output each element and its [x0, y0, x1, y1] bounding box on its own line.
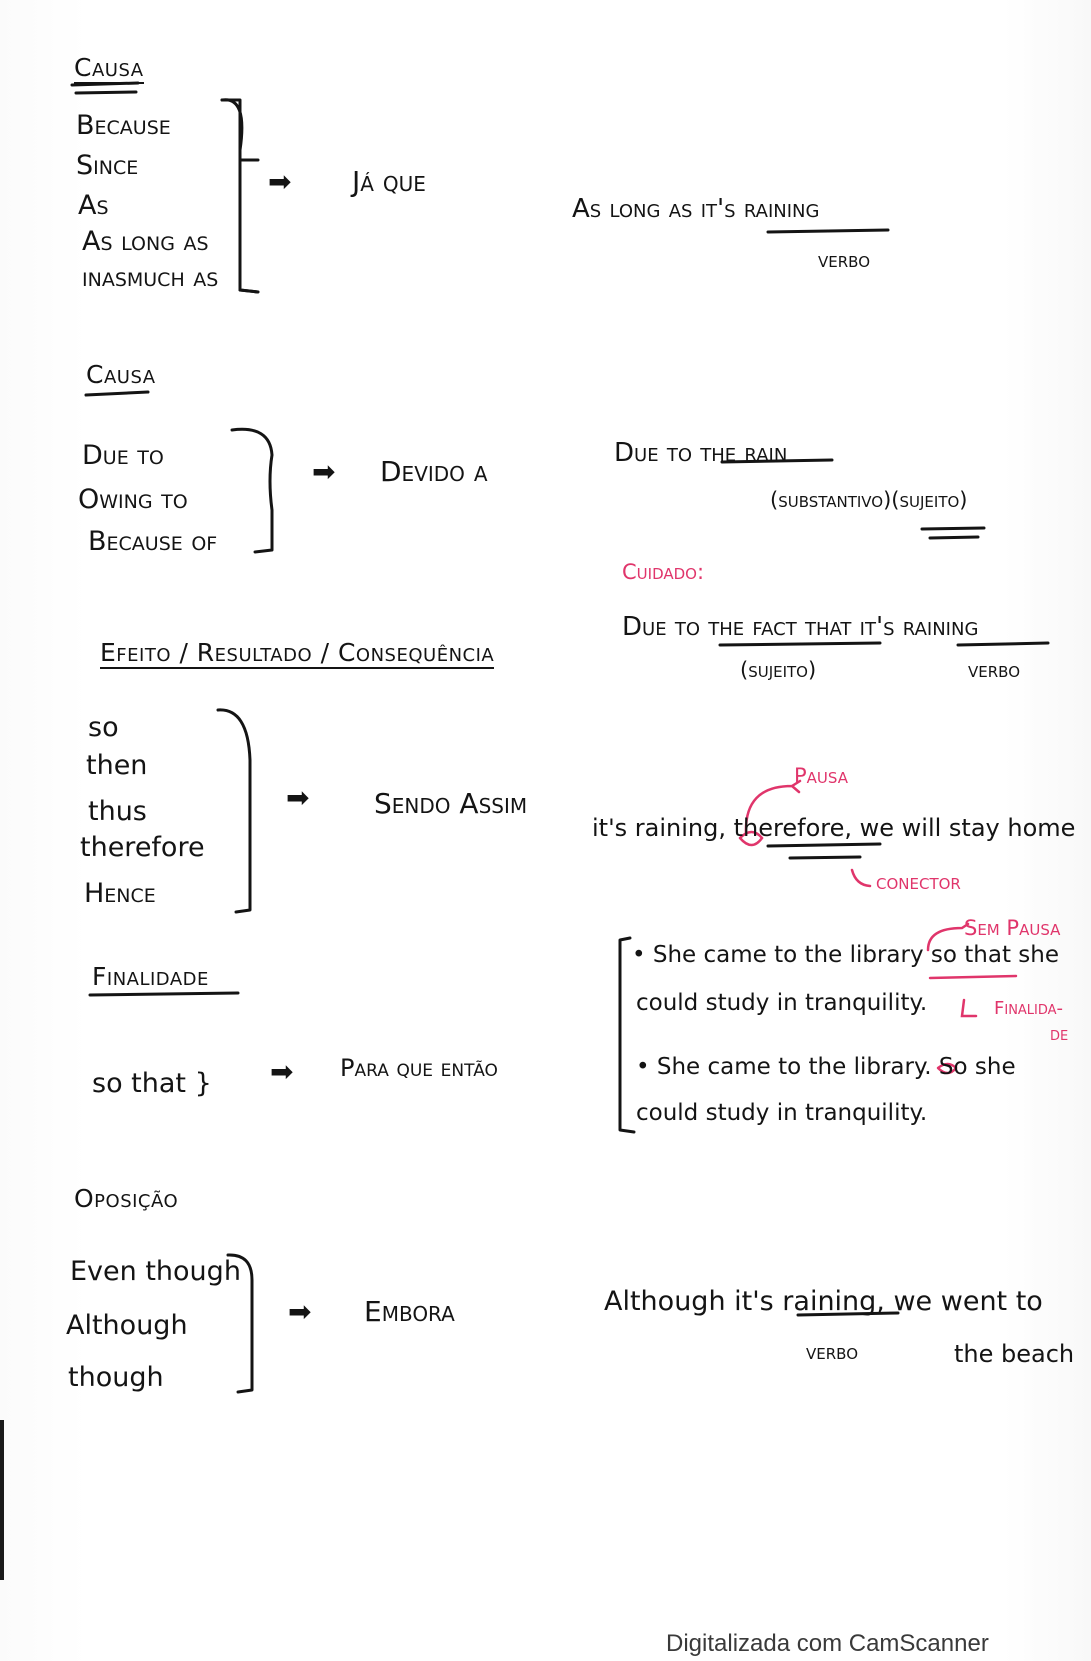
note-conector: conector [876, 870, 961, 894]
example-so-that-line-2: could study in tranquility. [636, 990, 928, 1016]
heading-oposicao: Oposição [74, 1184, 179, 1213]
term-due-to: Due to [82, 440, 164, 471]
example-so-that-line-1: • She came to the library so that she [632, 942, 1059, 968]
example-as-long-as: As long as it's raining [572, 194, 820, 224]
term-then: then [86, 750, 148, 781]
arrow-right-icon: ➡ [270, 1055, 294, 1088]
term-since: Since [76, 150, 139, 181]
translation-para-que-entao: Para que então [340, 1054, 498, 1082]
tag-substantivo-sujeito: (substantivo)(sujeito) [770, 488, 968, 512]
example-so-she-line-2: could study in tranquility. [636, 1100, 928, 1126]
tag-verbo-1: verbo [818, 248, 870, 272]
term-so-that: so that } [92, 1068, 212, 1099]
note-finalidade-1: Finalida- [994, 998, 1064, 1019]
term-thus: thus [88, 796, 147, 827]
tag-verbo-2: verbo [968, 658, 1020, 682]
example-due-to-the-rain: Due to the rain [614, 438, 788, 468]
term-as-long-as: As long as [82, 226, 209, 257]
term-therefore: therefore [80, 832, 205, 863]
camscanner-watermark: Digitalizada com CamScanner [666, 1630, 989, 1657]
note-pausa: Pausa [794, 764, 848, 788]
example-so-she-line-1: • She came to the library. So she [636, 1054, 1016, 1080]
example-therefore: it's raining, therefore, we will stay home [592, 814, 1076, 842]
heading-efeito: Efeito / Resultado / Consequência [100, 638, 495, 667]
note-sem-pausa: Sem Pausa [964, 916, 1061, 940]
heading-causa-2: Causa [86, 360, 156, 389]
term-although: Although [66, 1310, 188, 1341]
heading-finalidade: Finalidade [92, 962, 209, 991]
heading-causa-1: Causa [74, 53, 144, 82]
term-as: As [78, 190, 109, 221]
term-even-though: Even though [70, 1256, 241, 1287]
term-hence: Hence [84, 878, 156, 909]
scan-edge [0, 1420, 4, 1580]
example-although: Although it's raining, we went to [604, 1286, 1043, 1317]
term-inasmuch-as: inasmuch as [82, 262, 219, 293]
term-so: so [88, 712, 119, 743]
arrow-right-icon: ➡ [312, 455, 336, 488]
arrow-right-icon: ➡ [286, 781, 310, 814]
term-because-of: Because of [88, 526, 218, 557]
translation-devido-a: Devido a [380, 455, 488, 488]
tag-verbo-3: verbo [806, 1340, 858, 1364]
example-due-to-the-fact: Due to the fact that it's raining [622, 612, 979, 642]
arrow-right-icon: ➡ [268, 165, 292, 198]
term-owing-to: Owing to [78, 484, 188, 515]
translation-embora: Embora [364, 1295, 455, 1328]
term-though: though [68, 1362, 164, 1393]
term-because: Because [76, 110, 171, 141]
warning-cuidado: Cuidado: [622, 560, 705, 584]
translation-ja-que: Já que [352, 165, 426, 198]
arrow-right-icon: ➡ [288, 1295, 312, 1328]
tag-sujeito: (sujeito) [740, 658, 817, 682]
note-finalidade-2: de [1050, 1024, 1069, 1045]
example-the-beach: the beach [954, 1340, 1075, 1368]
translation-sendo-assim: Sendo Assim [374, 787, 528, 820]
